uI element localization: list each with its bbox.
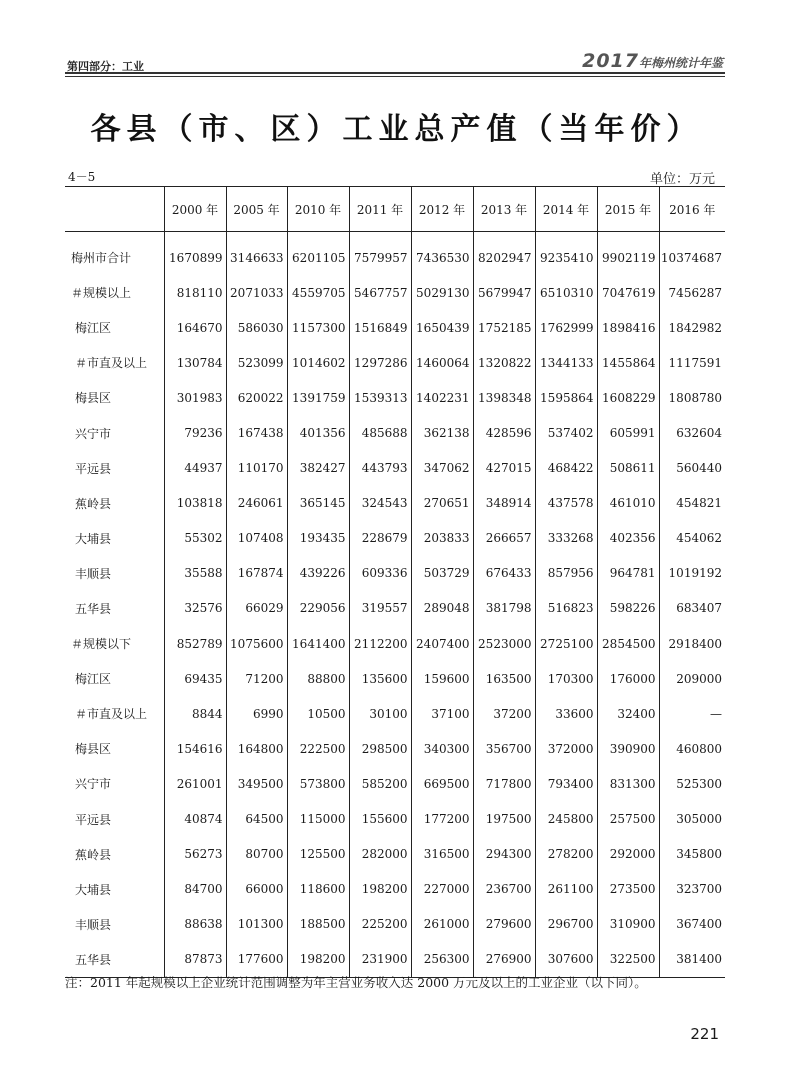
table-cell: 69435	[164, 661, 226, 696]
table-cell: 461010	[597, 486, 659, 521]
row-label: 梅江区	[75, 321, 112, 336]
table-row	[65, 591, 725, 626]
section-label: 第四部分：工业	[67, 60, 144, 73]
table-cell: 428596	[473, 415, 535, 450]
table-cell: 282000	[349, 837, 411, 872]
header-rule-thin	[65, 76, 725, 77]
table-cell: 107408	[226, 521, 287, 556]
table-cell: 605991	[597, 415, 659, 450]
header-rule	[65, 72, 725, 74]
table-cell: 818110	[164, 275, 226, 310]
table-cell: 1391759	[287, 380, 349, 415]
table-cell: 6201105	[287, 232, 349, 276]
table-cell: 167438	[226, 415, 287, 450]
table-cell: 1762999	[535, 310, 597, 345]
table-cell: 2854500	[597, 626, 659, 661]
table-cell: 154616	[164, 731, 226, 766]
table-cell: 402356	[597, 521, 659, 556]
table-cell: 257500	[597, 802, 659, 837]
data-table	[65, 186, 725, 978]
table-cell: 236700	[473, 872, 535, 907]
table-cell: 3146633	[226, 232, 287, 276]
table-cell: 229056	[287, 591, 349, 626]
table-cell: 56273	[164, 837, 226, 872]
table-cell: 6990	[226, 696, 287, 731]
table-cell: —	[659, 696, 725, 731]
table-row	[65, 345, 725, 380]
table-cell: 88800	[287, 661, 349, 696]
row-label: 大埔县	[75, 531, 112, 546]
table-cell: 1398348	[473, 380, 535, 415]
table-cell: 1516849	[349, 310, 411, 345]
table-cell: 40874	[164, 802, 226, 837]
table-cell: 2112200	[349, 626, 411, 661]
table-cell: 2725100	[535, 626, 597, 661]
row-label: 梅县区	[75, 742, 112, 757]
table-cell: 266657	[473, 521, 535, 556]
column-header: 2014 年	[535, 187, 597, 232]
table-row	[65, 837, 725, 872]
table-cell: 1344133	[535, 345, 597, 380]
table-cell: 170300	[535, 661, 597, 696]
table-cell: 598226	[597, 591, 659, 626]
table-cell: 1650439	[411, 310, 473, 345]
table-cell: 717800	[473, 766, 535, 801]
table-cell: 159600	[411, 661, 473, 696]
table-row	[65, 626, 725, 661]
table-cell: 231900	[349, 942, 411, 978]
row-label: 五华县	[75, 601, 112, 616]
table-cell: 2918400	[659, 626, 725, 661]
table-cell: 319557	[349, 591, 411, 626]
table-cell: 316500	[411, 837, 473, 872]
unit-label: 单位：万元	[649, 172, 715, 187]
table-cell: 323700	[659, 872, 725, 907]
table-cell: 261000	[411, 907, 473, 942]
table-cell: 270651	[411, 486, 473, 521]
table-cell: 9235410	[535, 232, 597, 276]
row-label: 丰顺县	[75, 917, 112, 932]
column-header: 2011 年	[349, 187, 411, 232]
row-label: 平远县	[75, 461, 112, 476]
table-cell: 508611	[597, 451, 659, 486]
table-cell: 367400	[659, 907, 725, 942]
footnote: 注：2011 年起规模以上企业统计范围调整为年主营业务收入达 2000 万元及以上的工业企业（以下同）。	[65, 975, 647, 990]
table-cell: 30100	[349, 696, 411, 731]
column-header: 2016 年	[659, 187, 725, 232]
table-row	[65, 661, 725, 696]
table-cell: 1608229	[597, 380, 659, 415]
table-cell: 516823	[535, 591, 597, 626]
table-cell: 55302	[164, 521, 226, 556]
table-cell: 289048	[411, 591, 473, 626]
table-cell: 33600	[535, 696, 597, 731]
table-cell: 71200	[226, 661, 287, 696]
row-label: 兴宁市	[75, 777, 112, 792]
table-cell: 44937	[164, 451, 226, 486]
table-cell: 5679947	[473, 275, 535, 310]
row-label: 蕉岭县	[75, 496, 112, 511]
column-header: 2012 年	[411, 187, 473, 232]
row-label: ＃市直及以上	[75, 356, 148, 371]
header-row	[65, 187, 725, 232]
table-cell: 87873	[164, 942, 226, 978]
table-cell: 632604	[659, 415, 725, 450]
table-cell: 1641400	[287, 626, 349, 661]
table-cell: 115000	[287, 802, 349, 837]
table-cell: 831300	[597, 766, 659, 801]
table-cell: 333268	[535, 521, 597, 556]
table-cell: 310900	[597, 907, 659, 942]
table-cell: 1014602	[287, 345, 349, 380]
table-cell: 609336	[349, 556, 411, 591]
table-cell: 37200	[473, 696, 535, 731]
table-cell: 1595864	[535, 380, 597, 415]
table-cell: 401356	[287, 415, 349, 450]
table-cell: 163500	[473, 661, 535, 696]
table-cell: 88638	[164, 907, 226, 942]
table-cell: 964781	[597, 556, 659, 591]
table-cell: 5029130	[411, 275, 473, 310]
table-cell: 7579957	[349, 232, 411, 276]
table-cell: 7047619	[597, 275, 659, 310]
table-cell: 198200	[349, 872, 411, 907]
page-number: 221	[690, 1025, 719, 1043]
yearbook-title	[582, 50, 723, 72]
table-cell: 460800	[659, 731, 725, 766]
table-cell: 1019192	[659, 556, 725, 591]
table-cell: 4559705	[287, 275, 349, 310]
table-cell: 2407400	[411, 626, 473, 661]
table-number: 4－5	[68, 170, 96, 184]
table-cell: 1808780	[659, 380, 725, 415]
stub-header	[65, 187, 164, 232]
table-cell: 362138	[411, 415, 473, 450]
table-cell: 292000	[597, 837, 659, 872]
table-row	[65, 766, 725, 801]
table-cell: 348914	[473, 486, 535, 521]
table-cell: 573800	[287, 766, 349, 801]
table-cell: 1670899	[164, 232, 226, 276]
table-cell: 203833	[411, 521, 473, 556]
table-row	[65, 521, 725, 556]
table-cell: 356700	[473, 731, 535, 766]
table-cell: 683407	[659, 591, 725, 626]
table-cell: 301983	[164, 380, 226, 415]
table-cell: 6510310	[535, 275, 597, 310]
table-cell: 852789	[164, 626, 226, 661]
table-cell: 32576	[164, 591, 226, 626]
table-cell: 246061	[226, 486, 287, 521]
table-cell: 525300	[659, 766, 725, 801]
table-cell: 324543	[349, 486, 411, 521]
column-header: 2015 年	[597, 187, 659, 232]
table-cell: 560440	[659, 451, 725, 486]
table-cell: 209000	[659, 661, 725, 696]
table-cell: 193435	[287, 521, 349, 556]
table-cell: 10374687	[659, 232, 725, 276]
table-cell: 1320822	[473, 345, 535, 380]
yearbook-name: 年梅州统计年鉴	[638, 56, 723, 70]
table-cell: 307600	[535, 942, 597, 978]
table-cell: 164800	[226, 731, 287, 766]
table-cell: 537402	[535, 415, 597, 450]
table-cell: 503729	[411, 556, 473, 591]
column-header: 2000 年	[164, 187, 226, 232]
table-cell: 279600	[473, 907, 535, 942]
table-cell: 427015	[473, 451, 535, 486]
table-cell: 35588	[164, 556, 226, 591]
table-cell: 66000	[226, 872, 287, 907]
table-row	[65, 232, 725, 276]
table-cell: 167874	[226, 556, 287, 591]
column-header: 2010 年	[287, 187, 349, 232]
row-label: 梅州市合计	[71, 251, 132, 266]
table-cell: 857956	[535, 556, 597, 591]
table-cell: 7456287	[659, 275, 725, 310]
table-row	[65, 380, 725, 415]
table-cell: 176000	[597, 661, 659, 696]
table-cell: 669500	[411, 766, 473, 801]
table-cell: 227000	[411, 872, 473, 907]
table-cell: 585200	[349, 766, 411, 801]
row-label: 梅县区	[75, 391, 112, 406]
table-cell: 103818	[164, 486, 226, 521]
table-cell: 110170	[226, 451, 287, 486]
table-cell: 155600	[349, 802, 411, 837]
table-cell: 296700	[535, 907, 597, 942]
row-label: 兴宁市	[75, 426, 112, 441]
table-cell: 294300	[473, 837, 535, 872]
table-cell: 8202947	[473, 232, 535, 276]
table-cell: 443793	[349, 451, 411, 486]
table-cell: 101300	[226, 907, 287, 942]
table-cell: 177600	[226, 942, 287, 978]
table-row	[65, 802, 725, 837]
table-cell: 7436530	[411, 232, 473, 276]
row-label: 蕉岭县	[75, 847, 112, 862]
table-cell: 1075600	[226, 626, 287, 661]
table-cell: 372000	[535, 731, 597, 766]
table-cell: 390900	[597, 731, 659, 766]
table-cell: 381798	[473, 591, 535, 626]
page-title: 各县（市、区）工业总产值（当年价）	[90, 112, 703, 147]
table-cell: 228679	[349, 521, 411, 556]
table-row	[65, 275, 725, 310]
table-cell: 188500	[287, 907, 349, 942]
table-cell: 347062	[411, 451, 473, 486]
row-label: 梅江区	[75, 672, 112, 687]
table-cell: 261100	[535, 872, 597, 907]
table-cell: 8844	[164, 696, 226, 731]
table-cell: 2071033	[226, 275, 287, 310]
table-cell: 5467757	[349, 275, 411, 310]
table-cell: 381400	[659, 942, 725, 978]
table-cell: 118600	[287, 872, 349, 907]
table-cell: 1842982	[659, 310, 725, 345]
row-label: 平远县	[75, 812, 112, 827]
table-cell: 32400	[597, 696, 659, 731]
table-cell: 485688	[349, 415, 411, 450]
table-cell: 586030	[226, 310, 287, 345]
table-cell: 130784	[164, 345, 226, 380]
table-cell: 793400	[535, 766, 597, 801]
table-cell: 437578	[535, 486, 597, 521]
row-label: 丰顺县	[75, 566, 112, 581]
table-cell: 454821	[659, 486, 725, 521]
table-cell: 1157300	[287, 310, 349, 345]
table-cell: 1117591	[659, 345, 725, 380]
table-cell: 197500	[473, 802, 535, 837]
table-cell: 523099	[226, 345, 287, 380]
table-row	[65, 872, 725, 907]
table-cell: 256300	[411, 942, 473, 978]
page-header	[65, 44, 725, 74]
table-row	[65, 696, 725, 731]
table-cell: 1752185	[473, 310, 535, 345]
table-cell: 276900	[473, 942, 535, 978]
row-label: 大埔县	[75, 882, 112, 897]
table-cell: 1539313	[349, 380, 411, 415]
table-cell: 322500	[597, 942, 659, 978]
table-cell: 198200	[287, 942, 349, 978]
table-row	[65, 731, 725, 766]
table-cell: 261001	[164, 766, 226, 801]
row-label: ＃规模以下	[71, 637, 132, 652]
table-cell: 9902119	[597, 232, 659, 276]
table-cell: 80700	[226, 837, 287, 872]
column-header: 2013 年	[473, 187, 535, 232]
table-cell: 468422	[535, 451, 597, 486]
table-cell: 177200	[411, 802, 473, 837]
table-cell: 620022	[226, 380, 287, 415]
table-cell: 84700	[164, 872, 226, 907]
table-cell: 245800	[535, 802, 597, 837]
table-cell: 382427	[287, 451, 349, 486]
yearbook-year: 2017	[582, 50, 639, 72]
table-cell: 349500	[226, 766, 287, 801]
table-cell: 1460064	[411, 345, 473, 380]
row-label: ＃规模以上	[71, 286, 132, 301]
table-cell: 305000	[659, 802, 725, 837]
table-cell: 2523000	[473, 626, 535, 661]
table-row	[65, 907, 725, 942]
table-cell: 222500	[287, 731, 349, 766]
table-cell: 1455864	[597, 345, 659, 380]
table-cell: 273500	[597, 872, 659, 907]
table-cell: 135600	[349, 661, 411, 696]
table-cell: 164670	[164, 310, 226, 345]
table-cell: 454062	[659, 521, 725, 556]
table-row	[65, 556, 725, 591]
table-cell: 225200	[349, 907, 411, 942]
table-cell: 1402231	[411, 380, 473, 415]
table-cell: 1297286	[349, 345, 411, 380]
table-cell: 79236	[164, 415, 226, 450]
table-cell: 10500	[287, 696, 349, 731]
table-cell: 125500	[287, 837, 349, 872]
table-cell: 365145	[287, 486, 349, 521]
table-row	[65, 310, 725, 345]
table-cell: 345800	[659, 837, 725, 872]
column-header: 2005 年	[226, 187, 287, 232]
row-label: 五华县	[65, 942, 164, 978]
table-row	[65, 451, 725, 486]
table-cell: 298500	[349, 731, 411, 766]
table-cell: 278200	[535, 837, 597, 872]
table-cell: 439226	[287, 556, 349, 591]
table-cell: 66029	[226, 591, 287, 626]
table-cell: 676433	[473, 556, 535, 591]
table-row	[65, 486, 725, 521]
table-cell: 1898416	[597, 310, 659, 345]
table-cell: 37100	[411, 696, 473, 731]
row-label: ＃市直及以上	[75, 707, 148, 722]
table-body	[65, 232, 725, 978]
table-row	[65, 415, 725, 450]
table-cell: 64500	[226, 802, 287, 837]
table-cell: 340300	[411, 731, 473, 766]
